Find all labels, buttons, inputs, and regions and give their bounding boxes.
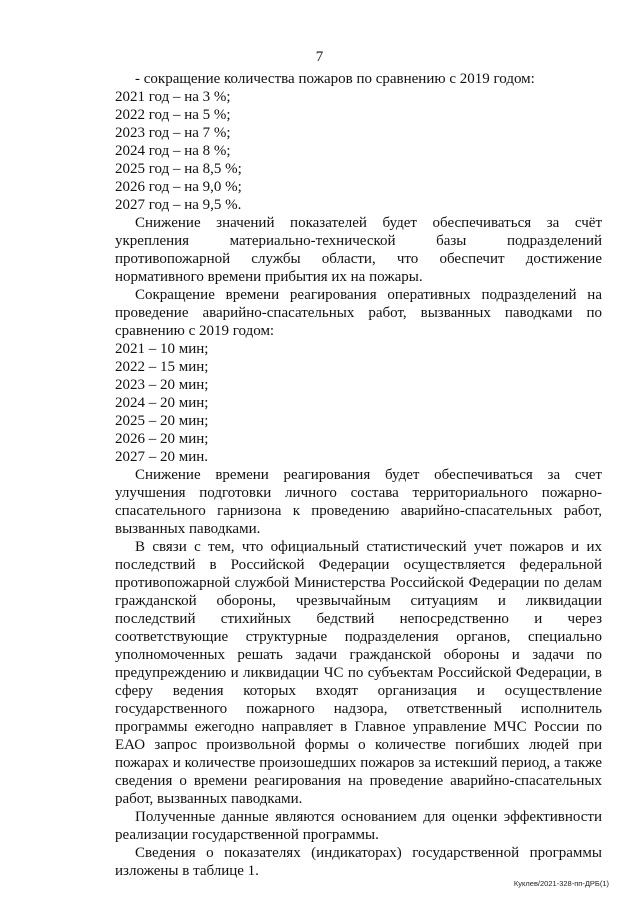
response-time-block: [115, 286, 602, 466]
list-item: 2024 – 20 мин;: [115, 395, 209, 411]
list-item: 2024 год – на 8 %;: [115, 143, 231, 159]
fires-reduction-block: [115, 70, 602, 214]
fires-reduction-intro: - сокращение количества пожаров по сравнению с 2019 годом:: [135, 71, 535, 87]
list-item: 2023 год – на 7 %;: [115, 125, 231, 141]
list-item: 2027 год – на 9,5 %.: [115, 197, 242, 213]
list-item: 2021 год – на 3 %;: [115, 89, 231, 105]
document-body: [115, 70, 602, 880]
list-item: 2022 – 15 мин;: [115, 359, 209, 375]
document-code: Куклев/2021-328-пп-ДРБ(1): [513, 879, 609, 888]
list-item: 2022 год – на 5 %;: [115, 107, 231, 123]
response-time-intro: Сокращение времени реагирования оперативных подразделений на проведение аварийно-спасательных работ, вызванных паводками по сравнению с 2019 годом:: [115, 287, 602, 339]
page-number: 7: [315, 49, 324, 65]
paragraph: Снижение значений показателей будет обеспечиваться за счёт укрепления материально-технической базы подразделений противопожарной службы области, что обеспечит достижение нормативного времени прибытия их на пожары.: [115, 215, 602, 285]
list-item: 2026 год – на 9,0 %;: [115, 179, 242, 195]
list-item: 2027 – 20 мин.: [115, 449, 209, 465]
paragraph: В связи с тем, что официальный статистический учет пожаров и их последствий в Российской Федерации осуществляется федеральной противопожарной службой Министерства Российской Федерации по делам гражданской обороны, чрезвычайным ситуациям и ликвидации последствий стихийных бедствий непосредственно и через соответствующие структурные подразделения органов, специально уполномоченных решать задачи гражданской обороны и задачи по предупреждению и ликвидации ЧС по субъектам Российской Федерации, в сферу ведения которых входят организация и осуществление государственного пожарного надзора, ответственный исполнитель программы ежегодно направляет в Главное управление МЧС России по ЕАО запрос произвольной формы о количестве погибших людей при пожарах и количестве произошедших пожаров за истекший период, а также сведения о времени реагирования на проведение аварийно-спасательных работ, вызванных паводками.: [115, 539, 602, 807]
paragraph: Полученные данные являются основанием для оценки эффективности реализации государственной программы.: [115, 809, 602, 843]
list-item: 2025 – 20 мин;: [115, 413, 209, 429]
paragraph: Сведения о показателях (индикаторах) государственной программы изложены в таблице 1.: [115, 845, 602, 879]
list-item: 2023 – 20 мин;: [115, 377, 209, 393]
list-item: 2021 – 10 мин;: [115, 341, 209, 357]
list-item: 2025 год – на 8,5 %;: [115, 161, 242, 177]
paragraph: Снижение времени реагирования будет обеспечиваться за счет улучшения подготовки личного состава территориального пожарно-спасательного гарнизона к проведению аварийно-спасательных работ, вызванных паводками.: [115, 467, 602, 537]
list-item: 2026 – 20 мин;: [115, 431, 209, 447]
